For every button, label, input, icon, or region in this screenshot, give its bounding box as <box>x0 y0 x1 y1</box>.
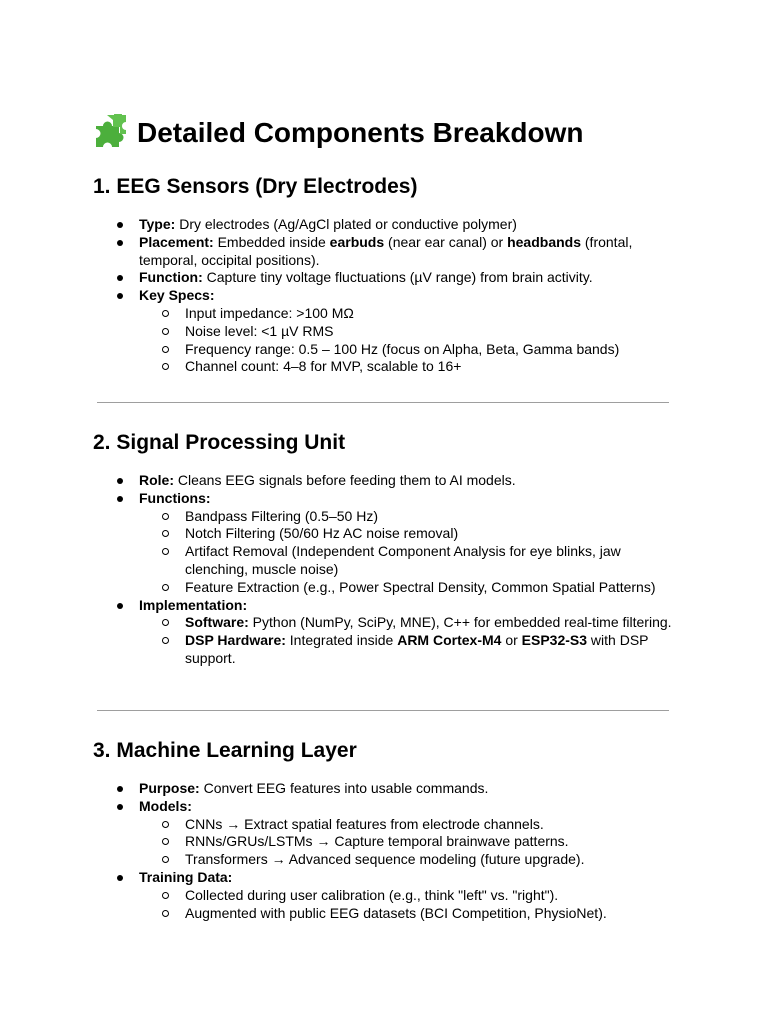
item-text: Integrated inside <box>285 632 398 649</box>
item-text: (frontal, temporal, occipital positions). <box>139 233 633 268</box>
item-label: DSP Hardware: <box>185 632 286 649</box>
eeg-sensors-list <box>139 216 679 376</box>
list-item <box>139 780 679 798</box>
sub-list-item: Noise level: <1 µV RMS <box>185 323 679 341</box>
item-emphasis: headbands <box>507 233 581 250</box>
item-text: (near ear canal) or <box>384 233 508 250</box>
sub-list-item: Frequency range: 0.5 – 100 Hz (focus on Alpha, Beta, Gamma bands) <box>185 341 679 359</box>
section-divider <box>97 402 669 403</box>
sub-list-item: Augmented with public EEG datasets (BCI Competition, PhysioNet). <box>185 905 679 923</box>
puzzle-piece-icon <box>93 114 127 148</box>
page-title <box>93 114 584 152</box>
item-label: Functions: <box>139 489 211 506</box>
item-text: Cleans EEG signals before feeding them to AI models. <box>174 472 516 488</box>
section-heading-signal-processing: 2. Signal Processing Unit <box>93 431 346 454</box>
item-text: Capture tiny voltage fluctuations (µV range) from brain activity. <box>202 269 593 286</box>
item-label: Implementation: <box>139 596 248 613</box>
sub-list-item: Collected during user calibration (e.g., think "left" vs. "right"). <box>185 887 679 905</box>
section-divider <box>97 710 669 711</box>
implementation-sublist <box>185 614 679 667</box>
item-label: Software: <box>185 614 249 631</box>
sub-list-item <box>185 614 679 632</box>
item-emphasis: earbuds <box>329 233 385 250</box>
sub-list-item: Bandpass Filtering (0.5–50 Hz) <box>185 508 679 526</box>
list-item <box>139 490 679 597</box>
sub-list-item: CNNs → Extract spatial features from electrode channels. <box>185 816 679 834</box>
item-label: Models: <box>139 797 192 814</box>
item-label: Type: <box>139 216 176 232</box>
item-emphasis: ARM Cortex-M4 <box>397 632 502 649</box>
item-label: Key Specs: <box>139 287 215 304</box>
list-item <box>139 869 679 922</box>
functions-sublist <box>185 508 679 597</box>
key-specs-sublist <box>185 305 679 376</box>
training-data-sublist <box>185 887 679 923</box>
item-text: with DSP support. <box>185 632 649 666</box>
machine-learning-list <box>139 780 679 922</box>
item-label: Purpose: <box>139 780 200 796</box>
list-item <box>139 216 679 234</box>
item-text: Dry electrodes (Ag/AgCl plated or conductive polymer) <box>175 216 517 232</box>
list-item <box>139 287 679 376</box>
item-label: Function: <box>139 269 203 286</box>
list-item <box>139 472 679 490</box>
section-heading-machine-learning: 3. Machine Learning Layer <box>93 739 357 762</box>
sub-list-item <box>185 632 679 668</box>
sub-list-item: Notch Filtering (50/60 Hz AC noise removal) <box>185 525 679 543</box>
sub-list-item: Transformers → Advanced sequence modeling (future upgrade). <box>185 851 679 869</box>
sub-list-item: RNNs/GRUs/LSTMs → Capture temporal brainwave patterns. <box>185 833 679 851</box>
models-sublist <box>185 816 679 869</box>
section-heading-eeg-sensors: 1. EEG Sensors (Dry Electrodes) <box>93 175 418 198</box>
page-title-text: Detailed Components Breakdown <box>137 117 584 148</box>
signal-processing-list <box>139 472 679 668</box>
list-item <box>139 269 679 287</box>
item-label: Role: <box>139 472 174 488</box>
item-text: Python (NumPy, SciPy, MNE), C++ for embedded real-time filtering. <box>248 614 672 631</box>
list-item <box>139 597 679 668</box>
item-label: Training Data: <box>139 868 233 885</box>
sub-list-item: Channel count: 4–8 for MVP, scalable to 16+ <box>185 358 679 376</box>
item-emphasis: ESP32-S3 <box>521 632 588 649</box>
sub-list-item: Artifact Removal (Independent Component Analysis for eye blinks, jaw clenching, muscle noise) <box>185 543 679 579</box>
item-text: Convert EEG features into usable commands. <box>199 780 489 796</box>
list-item <box>139 234 679 270</box>
item-text: Embedded inside <box>213 233 330 250</box>
sub-list-item: Input impedance: >100 MΩ <box>185 305 679 323</box>
list-item <box>139 798 679 869</box>
item-text: or <box>501 632 522 649</box>
item-label: Placement: <box>139 233 214 250</box>
sub-list-item: Feature Extraction (e.g., Power Spectral Density, Common Spatial Patterns) <box>185 579 679 597</box>
